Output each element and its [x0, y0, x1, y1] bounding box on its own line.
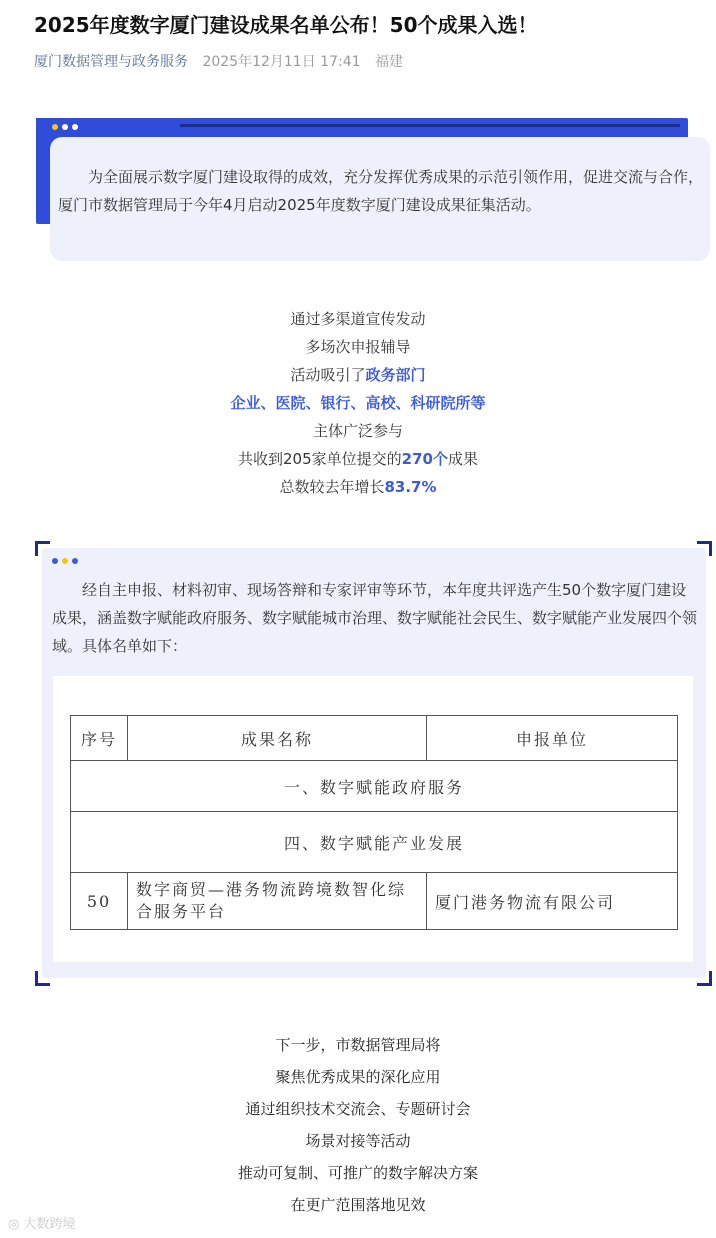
highlight-line: 企业、医院、银行、高校、科研院所等 — [230, 394, 486, 412]
highlight-line: 通过多渠道宣传发动 — [290, 310, 426, 328]
closing-line: 下一步，市数据管理局将 — [275, 1036, 441, 1054]
table-cell: 厦门港务物流有限公司 — [427, 873, 678, 930]
watermark — [8, 1213, 76, 1232]
selection-dots-icon — [52, 558, 78, 564]
highlight-line: 活动吸引了政务部门 — [290, 366, 426, 384]
intro-card — [50, 137, 710, 261]
highlight-line: 主体广泛参与 — [312, 422, 403, 440]
table-section-row: 一、数字赋能政府服务 — [71, 761, 678, 812]
intro-card-top-line — [180, 124, 680, 135]
watermark-logo-icon: ◎ — [8, 1217, 24, 1232]
corner-bracket — [697, 541, 712, 556]
intro-text: 为全面展示数字厦门建设取得的成效，充分发挥优秀成果的示范引领作用，促进交流与合作，厦门市数据管理局于今年4月启动2025年度数字厦门建设成果征集活动。 — [58, 168, 704, 214]
table-header: 成果名称 — [128, 716, 427, 761]
corner-bracket — [35, 971, 50, 986]
table-section-row: 四、数字赋能产业发展 — [71, 812, 678, 873]
highlight-line: 总数较去年增长83.7% — [279, 478, 437, 496]
closing-line: 场景对接等活动 — [305, 1132, 411, 1150]
article-meta — [34, 53, 403, 71]
table-header: 申报单位 — [427, 716, 678, 761]
intro-dots-icon — [52, 124, 78, 130]
publish-time: 2025年12月11日 17:41 — [202, 54, 361, 70]
highlight-line: 多场次申报辅导 — [305, 338, 411, 356]
closing-block — [0, 1029, 716, 1221]
closing-line: 通过组织技术交流会、专题研讨会 — [245, 1100, 471, 1118]
table-row — [71, 873, 678, 930]
corner-bracket — [35, 541, 50, 556]
watermark-text: 大数跨境 — [23, 1217, 76, 1232]
results-table — [70, 715, 678, 930]
closing-line: 推动可复制、可推广的数字解决方案 — [237, 1164, 478, 1182]
closing-line: 聚焦优秀成果的深化应用 — [275, 1068, 441, 1086]
highlight-line: 共收到205家单位提交的270个成果 — [238, 450, 478, 468]
source-account-link[interactable]: 厦门数据管理与政务服务 — [34, 54, 188, 70]
table-cell: 50 — [71, 873, 128, 930]
closing-line: 在更广范围落地见效 — [290, 1196, 426, 1214]
article-title: 2025年度数字厦门建设成果名单公布！50个成果入选！ — [34, 13, 538, 37]
corner-bracket — [697, 971, 712, 986]
highlight-block — [0, 305, 716, 501]
results-table-image — [53, 676, 693, 962]
table-header: 序号 — [71, 716, 128, 761]
selection-text: 经自主申报、材料初审、现场答辩和专家评审等环节，本年度共评选产生50个数字厦门建设成果，涵盖数字赋能政府服务、数字赋能城市治理、数字赋能社会民生、数字赋能产业发展四个领域。具体名单如下： — [52, 581, 698, 655]
publish-location: 福建 — [374, 54, 403, 70]
table-cell: 数字商贸—港务物流跨境数智化综合服务平台 — [128, 873, 427, 930]
